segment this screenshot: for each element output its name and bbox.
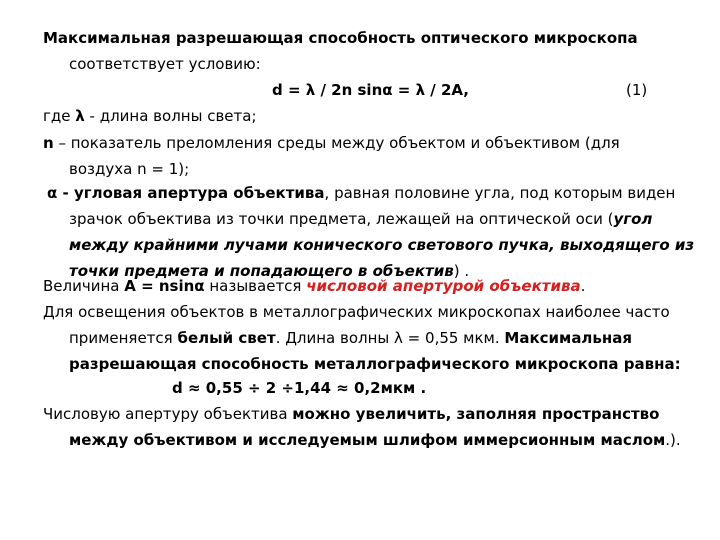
wavelength-text: . Длина волны λ = 0,55 мкм. bbox=[275, 329, 505, 347]
alpha-def-text: , равная половине угла, под которым виден bbox=[324, 184, 676, 202]
immersion-close: .). bbox=[665, 431, 681, 449]
paragraph-lambda-definition bbox=[43, 103, 683, 129]
lambda-symbol: λ bbox=[75, 107, 85, 125]
n-def-text: – показатель преломления среды между объектом и объективом (для bbox=[53, 134, 620, 152]
immersion-line1-start: Числовую апертуру объектива bbox=[43, 405, 293, 423]
alpha-def-close: ) . bbox=[453, 262, 470, 280]
resolution-heading: Максимальная разрешающая способность оптического микроскопа bbox=[43, 29, 638, 47]
max-resolution-end: разрешающая способность металлографического микроскопа равна: bbox=[69, 355, 681, 373]
immersion-line2-bold: между объективом и исследуемым шлифом иммерсионным маслом bbox=[69, 431, 666, 449]
na-term-highlight: числовой апертурой объектива bbox=[306, 277, 581, 295]
resolution-condition-text: соответствует условию: bbox=[69, 55, 261, 73]
na-prefix: Величина bbox=[43, 277, 125, 295]
na-period: . bbox=[580, 277, 586, 295]
paragraph-n-definition bbox=[43, 130, 683, 182]
white-light-term: белый свет bbox=[177, 329, 276, 347]
illumination-line2-start: применяется bbox=[69, 329, 178, 347]
angle-emphasis-end: точки предмета и попадающего в объектив bbox=[69, 262, 454, 280]
n-def-air-text: воздуха n = 1); bbox=[69, 160, 190, 178]
lambda-def-prefix: где bbox=[43, 107, 76, 125]
lambda-def-text: - длина волны света; bbox=[84, 107, 257, 125]
equation-number: (1) bbox=[626, 81, 648, 99]
immersion-line1-bold: можно увеличить, заполняя пространство bbox=[292, 405, 660, 423]
alpha-def-line2: зрачок объектива из точки предмета, лежащей на оптической оси ( bbox=[69, 210, 614, 228]
illumination-line1: Для освещения объектов в металлографических микроскопах наиболее часто bbox=[43, 303, 670, 321]
max-resolution-start: Максимальная bbox=[504, 329, 633, 347]
na-mid-text: называется bbox=[204, 277, 307, 295]
angular-aperture-term: - угловая апертура объектива bbox=[57, 184, 325, 202]
paragraph-resolution-intro bbox=[43, 25, 683, 77]
paragraph-illumination bbox=[43, 299, 683, 377]
alpha-symbol: α bbox=[47, 184, 58, 202]
paragraph-numerical-aperture bbox=[43, 273, 683, 299]
paragraph-immersion bbox=[43, 401, 683, 453]
angle-emphasis-middle: между крайними лучами конического светового пучка, выходящего из bbox=[69, 236, 695, 254]
angle-emphasis-start: угол bbox=[613, 210, 653, 228]
paragraph-alpha-definition bbox=[47, 180, 695, 284]
resolution-formula: d = λ / 2n sinα = λ / 2A, bbox=[272, 81, 470, 99]
na-formula: A = nsinα bbox=[124, 277, 205, 295]
n-symbol: n bbox=[43, 134, 54, 152]
resolution-result-formula: d ≈ 0,55 ÷ 2 ÷1,44 ≈ 0,2мкм . bbox=[172, 379, 427, 397]
